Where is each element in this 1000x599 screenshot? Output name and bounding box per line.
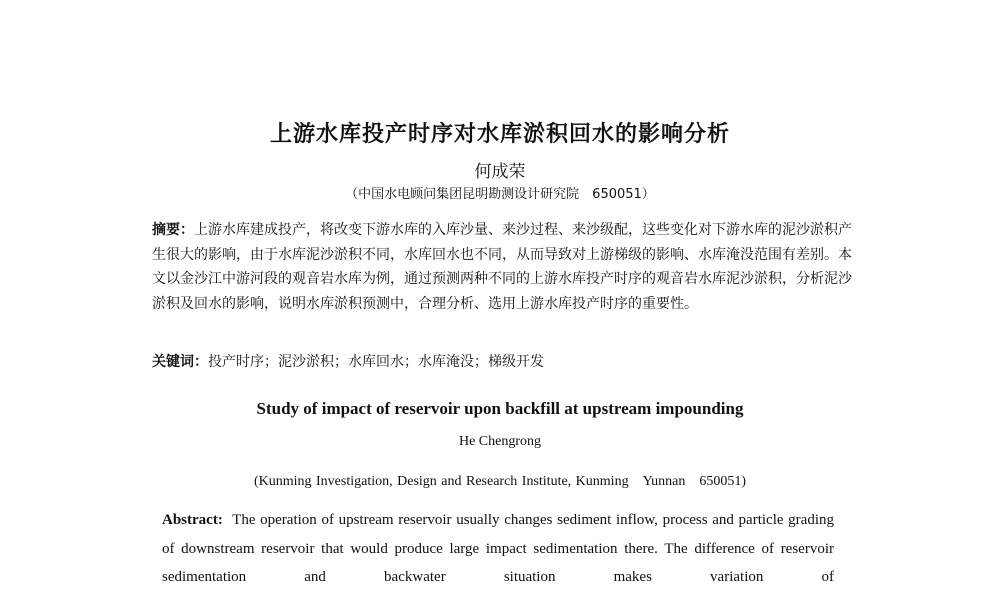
abstract-en (162, 506, 834, 592)
keywords-cn-text: 投产时序；泥沙淤积；水库回水；水库淹没；梯级开发 (208, 354, 544, 370)
abstract-en-text: The operation of upstream reservoir usually changes sediment inflow, process and particle grading of downstream reservoir that would produce large impact sedimentation there. The difference of reservoir sedimentation and backwater situation makes variation of (162, 512, 835, 585)
affiliation-cn: （中国水电顾问集团昆明勘测设计研究院 650051） (345, 187, 655, 202)
keywords-cn (152, 351, 852, 373)
paper-title-en: Study of impact of reservoir upon backfill at upstream impounding (256, 399, 744, 418)
keywords-cn-label: 关键词： (152, 354, 208, 370)
abstract-cn (152, 218, 852, 316)
abstract-en-label: Abstract: (162, 512, 223, 528)
author-name-cn: 何成荣 (474, 162, 526, 182)
paper-title-cn: 上游水库投产时序对水库淤积回水的影响分析 (269, 122, 730, 147)
abstract-cn-label: 摘要： (152, 222, 194, 238)
abstract-cn-text: 上游水库建成投产，将改变下游水库的入库沙量、来沙过程、来沙级配，这些变化对下游水库的泥沙淤积产生很大的影响，由于水库泥沙淤积不同，水库回水也不同，从而导致对上游梯级的影响、水库淹没范围有差别。本文以金沙江中游河段的观音岩水库为例，通过预测两种不同的上游水库投产时序的观音岩水库泥沙淤积，分析泥沙淤积及回水的影响，说明水库淤积预测中，合理分析、选用上游水库投产时序的重要性。 (152, 222, 852, 312)
author-name-en: He Chengrong (458, 434, 542, 449)
affiliation-en: (Kunming Investigation, Design and Research Institute, Kunming Yunnan 650051) (253, 474, 747, 489)
